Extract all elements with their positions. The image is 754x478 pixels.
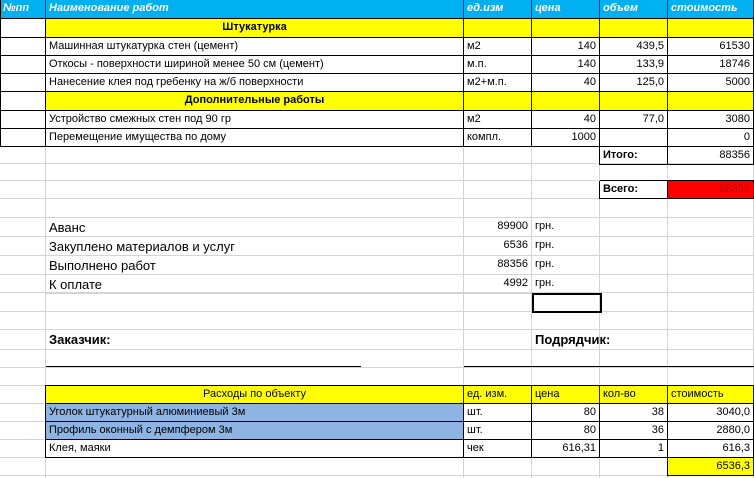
- expense-name[interactable]: Профиль оконный с демпфером 3м: [46, 422, 464, 440]
- expenses-header-name[interactable]: Расходы по объекту: [46, 386, 464, 404]
- summary-value[interactable]: 6536: [464, 237, 532, 256]
- expense-qty[interactable]: 36: [600, 422, 668, 440]
- cell[interactable]: [0, 19, 46, 38]
- expenses-header-price[interactable]: цена: [532, 386, 600, 404]
- work-qty[interactable]: 77,0: [600, 111, 668, 129]
- work-price[interactable]: 1000: [532, 129, 600, 147]
- expense-qty[interactable]: 38: [600, 404, 668, 422]
- work-unit[interactable]: компл.: [464, 129, 532, 147]
- work-price[interactable]: 140: [532, 56, 600, 74]
- summary-label[interactable]: Аванс: [46, 218, 464, 237]
- header-price[interactable]: цена: [532, 0, 600, 19]
- cell[interactable]: [464, 92, 532, 111]
- header-cost[interactable]: стоимость: [668, 0, 754, 19]
- work-cost[interactable]: 5000: [668, 74, 754, 92]
- gridline: [0, 311, 754, 312]
- work-price[interactable]: 40: [532, 111, 600, 129]
- expenses-total[interactable]: 6536,3: [668, 458, 754, 476]
- section-extra[interactable]: Дополнительные работы: [46, 92, 464, 111]
- summary-currency[interactable]: грн.: [532, 237, 600, 256]
- cell[interactable]: [0, 56, 46, 74]
- summary-value[interactable]: 88356: [464, 256, 532, 275]
- expense-price[interactable]: 80: [532, 422, 600, 440]
- contractor-label[interactable]: Подрядчик:: [532, 330, 668, 350]
- expense-unit[interactable]: чек: [464, 440, 532, 458]
- expense-price[interactable]: 80: [532, 404, 600, 422]
- expense-unit[interactable]: шт.: [464, 422, 532, 440]
- work-price[interactable]: 40: [532, 74, 600, 92]
- gridline: [0, 367, 754, 368]
- work-qty[interactable]: 439,5: [600, 38, 668, 56]
- work-name[interactable]: Машинная штукатурка стен (цемент): [46, 38, 464, 56]
- summary-value[interactable]: 89900: [464, 218, 532, 237]
- work-cost[interactable]: 0: [668, 129, 754, 147]
- cell[interactable]: [0, 74, 46, 92]
- work-cost[interactable]: 61530: [668, 38, 754, 56]
- cell[interactable]: [464, 19, 532, 38]
- summary-label[interactable]: К оплате: [46, 275, 464, 294]
- itogo-value[interactable]: 88356: [668, 147, 754, 165]
- cell[interactable]: [532, 19, 600, 38]
- cell[interactable]: [668, 92, 754, 111]
- expense-cost[interactable]: 3040,0: [668, 404, 754, 422]
- work-name[interactable]: Откосы - поверхности шириной менее 50 см (цемент): [46, 56, 464, 74]
- work-qty[interactable]: 133,9: [600, 56, 668, 74]
- summary-label[interactable]: Выполнено работ: [46, 256, 464, 275]
- expense-name[interactable]: Клея, маяки: [46, 440, 464, 458]
- work-cost[interactable]: 18746: [668, 56, 754, 74]
- cell[interactable]: [0, 111, 46, 129]
- header-unit[interactable]: ед.изм: [464, 0, 532, 19]
- summary-currency[interactable]: грн.: [532, 256, 600, 275]
- header-num[interactable]: №пп: [0, 0, 46, 19]
- work-qty[interactable]: [600, 129, 668, 147]
- expense-unit[interactable]: шт.: [464, 404, 532, 422]
- work-unit[interactable]: м.п.: [464, 56, 532, 74]
- gridline: [0, 475, 754, 476]
- vsego-label[interactable]: Всего:: [600, 181, 668, 199]
- work-cost[interactable]: 3080: [668, 111, 754, 129]
- expense-cost[interactable]: 2880,0: [668, 422, 754, 440]
- cell[interactable]: [0, 92, 46, 111]
- work-name[interactable]: Перемещение имущества по дому: [46, 129, 464, 147]
- itogo-label[interactable]: Итого:: [600, 147, 668, 165]
- expenses-header-cost[interactable]: стоимость: [668, 386, 754, 404]
- summary-currency[interactable]: грн.: [532, 218, 600, 237]
- work-price[interactable]: 140: [532, 38, 600, 56]
- cell[interactable]: [668, 19, 754, 38]
- section-plaster[interactable]: Штукатурка: [46, 19, 464, 38]
- summary-currency[interactable]: грн.: [532, 275, 600, 294]
- work-unit[interactable]: м2: [464, 38, 532, 56]
- cell[interactable]: [0, 129, 46, 147]
- summary-label[interactable]: Закуплено материалов и услуг: [46, 237, 464, 256]
- selected-cell[interactable]: [532, 293, 602, 313]
- cell[interactable]: [0, 38, 46, 56]
- expense-qty[interactable]: 1: [600, 440, 668, 458]
- expenses-header-qty[interactable]: кол-во: [600, 386, 668, 404]
- work-qty[interactable]: 125,0: [600, 74, 668, 92]
- header-qty[interactable]: объем: [600, 0, 668, 19]
- expense-name[interactable]: Уголок штукатурный алюминиевый 3м: [46, 404, 464, 422]
- work-name[interactable]: Нанесение клея под гребенку на ж/б поверхности: [46, 74, 464, 92]
- cell[interactable]: [600, 19, 668, 38]
- customer-label[interactable]: Заказчик:: [46, 330, 464, 350]
- work-unit[interactable]: м2+м.п.: [464, 74, 532, 92]
- cell[interactable]: [532, 92, 600, 111]
- expense-price[interactable]: 616,31: [532, 440, 600, 458]
- header-work[interactable]: Наименование работ: [46, 0, 464, 19]
- expenses-header-unit[interactable]: ед. изм.: [464, 386, 532, 404]
- cell[interactable]: [600, 92, 668, 111]
- work-unit[interactable]: м2: [464, 111, 532, 129]
- expense-cost[interactable]: 616,3: [668, 440, 754, 458]
- summary-value[interactable]: 4992: [464, 275, 532, 294]
- vsego-value[interactable]: 88356: [668, 181, 754, 199]
- work-name[interactable]: Устройство смежных стен под 90 гр: [46, 111, 464, 129]
